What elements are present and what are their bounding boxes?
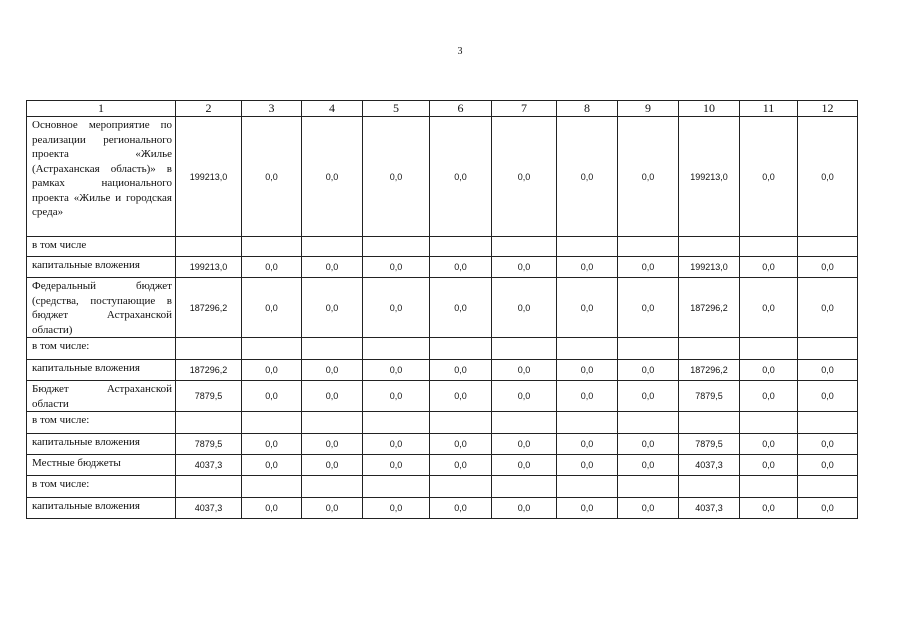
value-cell: 0,0 [242, 278, 302, 338]
value-cell: 0,0 [430, 455, 492, 476]
value-cell: 0,0 [618, 278, 679, 338]
value-cell: 0,0 [492, 381, 557, 412]
value-cell: 0,0 [242, 381, 302, 412]
value-cell [430, 476, 492, 498]
value-cell [242, 237, 302, 257]
value-cell: 0,0 [242, 455, 302, 476]
value-cell: 0,0 [798, 278, 858, 338]
value-cell: 0,0 [242, 257, 302, 278]
value-cell: 0,0 [430, 257, 492, 278]
value-cell: 0,0 [363, 257, 430, 278]
column-header: 9 [618, 101, 679, 117]
value-cell [798, 237, 858, 257]
budget-table [26, 100, 858, 519]
value-cell [492, 476, 557, 498]
value-cell: 0,0 [557, 278, 618, 338]
table-row [27, 360, 858, 381]
value-cell [302, 476, 363, 498]
value-cell: 0,0 [302, 434, 363, 455]
value-cell: 0,0 [430, 434, 492, 455]
row-label: Местные бюджеты [27, 455, 176, 476]
value-cell: 0,0 [492, 455, 557, 476]
value-cell: 0,0 [557, 117, 618, 237]
value-cell [618, 338, 679, 360]
column-header: 4 [302, 101, 363, 117]
value-cell: 4037,3 [176, 455, 242, 476]
value-cell: 0,0 [618, 434, 679, 455]
value-cell [798, 412, 858, 434]
value-cell: 0,0 [740, 381, 798, 412]
row-label: в том числе: [27, 476, 176, 498]
value-cell: 0,0 [242, 498, 302, 519]
value-cell: 0,0 [242, 434, 302, 455]
table-row [27, 338, 858, 360]
value-cell: 0,0 [430, 117, 492, 237]
value-cell [242, 338, 302, 360]
column-header: 10 [679, 101, 740, 117]
value-cell: 0,0 [557, 434, 618, 455]
value-cell: 0,0 [430, 278, 492, 338]
value-cell: 0,0 [798, 381, 858, 412]
value-cell: 0,0 [798, 257, 858, 278]
table-row [27, 278, 858, 338]
value-cell: 0,0 [557, 455, 618, 476]
row-label: в том числе [27, 237, 176, 257]
value-cell: 0,0 [798, 117, 858, 237]
value-cell: 0,0 [363, 498, 430, 519]
value-cell [679, 338, 740, 360]
value-cell [618, 412, 679, 434]
value-cell: 187296,2 [176, 360, 242, 381]
table-row [27, 455, 858, 476]
value-cell [492, 412, 557, 434]
table-row [27, 237, 858, 257]
value-cell: 0,0 [363, 278, 430, 338]
value-cell [176, 476, 242, 498]
table-row [27, 117, 858, 237]
value-cell: 0,0 [557, 257, 618, 278]
value-cell: 0,0 [492, 117, 557, 237]
value-cell: 0,0 [740, 360, 798, 381]
row-label: Бюджет Астраханской области [27, 381, 176, 412]
value-cell: 0,0 [557, 381, 618, 412]
value-cell: 199213,0 [176, 257, 242, 278]
value-cell [679, 476, 740, 498]
value-cell: 0,0 [618, 498, 679, 519]
column-header: 2 [176, 101, 242, 117]
value-cell [492, 237, 557, 257]
value-cell: 199213,0 [679, 257, 740, 278]
column-header: 3 [242, 101, 302, 117]
value-cell: 0,0 [302, 117, 363, 237]
value-cell: 0,0 [740, 498, 798, 519]
value-cell [679, 412, 740, 434]
value-cell: 0,0 [302, 360, 363, 381]
value-cell: 0,0 [302, 498, 363, 519]
value-cell [302, 237, 363, 257]
value-cell: 0,0 [363, 360, 430, 381]
value-cell: 0,0 [798, 360, 858, 381]
value-cell [740, 338, 798, 360]
row-label: Федеральный бюджет (средства, поступающие в бюджет Астраханской области) [27, 278, 176, 338]
table-body [27, 117, 858, 519]
value-cell [557, 412, 618, 434]
value-cell: 0,0 [363, 117, 430, 237]
value-cell: 0,0 [618, 360, 679, 381]
value-cell [242, 476, 302, 498]
value-cell: 7879,5 [176, 434, 242, 455]
value-cell [492, 338, 557, 360]
value-cell: 0,0 [492, 434, 557, 455]
value-cell [679, 237, 740, 257]
value-cell: 0,0 [618, 455, 679, 476]
value-cell: 199213,0 [679, 117, 740, 237]
value-cell [176, 338, 242, 360]
column-header: 6 [430, 101, 492, 117]
row-label: капитальные вложения [27, 434, 176, 455]
value-cell: 7879,5 [679, 381, 740, 412]
value-cell: 0,0 [492, 498, 557, 519]
value-cell: 0,0 [798, 498, 858, 519]
value-cell: 0,0 [363, 434, 430, 455]
value-cell: 0,0 [492, 278, 557, 338]
value-cell: 0,0 [242, 117, 302, 237]
row-label: капитальные вложения [27, 257, 176, 278]
table-row [27, 412, 858, 434]
value-cell: 0,0 [798, 455, 858, 476]
table-row [27, 476, 858, 498]
column-header: 1 [27, 101, 176, 117]
value-cell: 0,0 [492, 360, 557, 381]
value-cell: 0,0 [618, 381, 679, 412]
value-cell [740, 237, 798, 257]
value-cell [430, 412, 492, 434]
column-header: 7 [492, 101, 557, 117]
column-header: 8 [557, 101, 618, 117]
row-label: в том числе: [27, 338, 176, 360]
value-cell: 0,0 [557, 360, 618, 381]
value-cell [740, 476, 798, 498]
table-row [27, 381, 858, 412]
value-cell [363, 237, 430, 257]
value-cell: 199213,0 [176, 117, 242, 237]
page-number: 3 [457, 46, 463, 57]
value-cell: 0,0 [302, 381, 363, 412]
value-cell: 4037,3 [176, 498, 242, 519]
value-cell: 7879,5 [176, 381, 242, 412]
value-cell: 187296,2 [679, 360, 740, 381]
value-cell: 0,0 [740, 257, 798, 278]
value-cell: 0,0 [302, 257, 363, 278]
value-cell [176, 412, 242, 434]
value-cell: 0,0 [492, 257, 557, 278]
value-cell: 0,0 [302, 455, 363, 476]
table-row [27, 498, 858, 519]
value-cell: 0,0 [430, 498, 492, 519]
value-cell: 187296,2 [679, 278, 740, 338]
value-cell: 0,0 [302, 278, 363, 338]
value-cell [242, 412, 302, 434]
value-cell [798, 476, 858, 498]
value-cell [430, 237, 492, 257]
value-cell: 0,0 [557, 498, 618, 519]
value-cell: 0,0 [363, 381, 430, 412]
value-cell [618, 237, 679, 257]
value-cell: 0,0 [618, 257, 679, 278]
value-cell: 0,0 [798, 434, 858, 455]
value-cell [557, 476, 618, 498]
value-cell [557, 338, 618, 360]
row-label: в том числе: [27, 412, 176, 434]
value-cell: 0,0 [740, 455, 798, 476]
value-cell [363, 476, 430, 498]
table-row [27, 434, 858, 455]
column-header: 11 [740, 101, 798, 117]
value-cell [557, 237, 618, 257]
value-cell: 0,0 [363, 455, 430, 476]
value-cell: 0,0 [618, 117, 679, 237]
value-cell [363, 412, 430, 434]
value-cell: 187296,2 [176, 278, 242, 338]
value-cell [176, 237, 242, 257]
row-label: Основное мероприятие по реализации регионального проекта «Жилье (Астраханская область)» в рамках национального проекта «Жилье и городская среда» [27, 117, 176, 237]
value-cell: 7879,5 [679, 434, 740, 455]
value-cell: 0,0 [430, 381, 492, 412]
value-cell [740, 412, 798, 434]
value-cell: 4037,3 [679, 498, 740, 519]
value-cell [430, 338, 492, 360]
value-cell: 0,0 [740, 278, 798, 338]
value-cell: 0,0 [242, 360, 302, 381]
row-label: капитальные вложения [27, 498, 176, 519]
header-row [27, 101, 858, 117]
value-cell [302, 338, 363, 360]
table-row [27, 257, 858, 278]
value-cell [618, 476, 679, 498]
value-cell [302, 412, 363, 434]
value-cell [798, 338, 858, 360]
column-header: 5 [363, 101, 430, 117]
value-cell: 4037,3 [679, 455, 740, 476]
value-cell: 0,0 [430, 360, 492, 381]
value-cell [363, 338, 430, 360]
column-header: 12 [798, 101, 858, 117]
value-cell: 0,0 [740, 434, 798, 455]
row-label: капитальные вложения [27, 360, 176, 381]
value-cell: 0,0 [740, 117, 798, 237]
